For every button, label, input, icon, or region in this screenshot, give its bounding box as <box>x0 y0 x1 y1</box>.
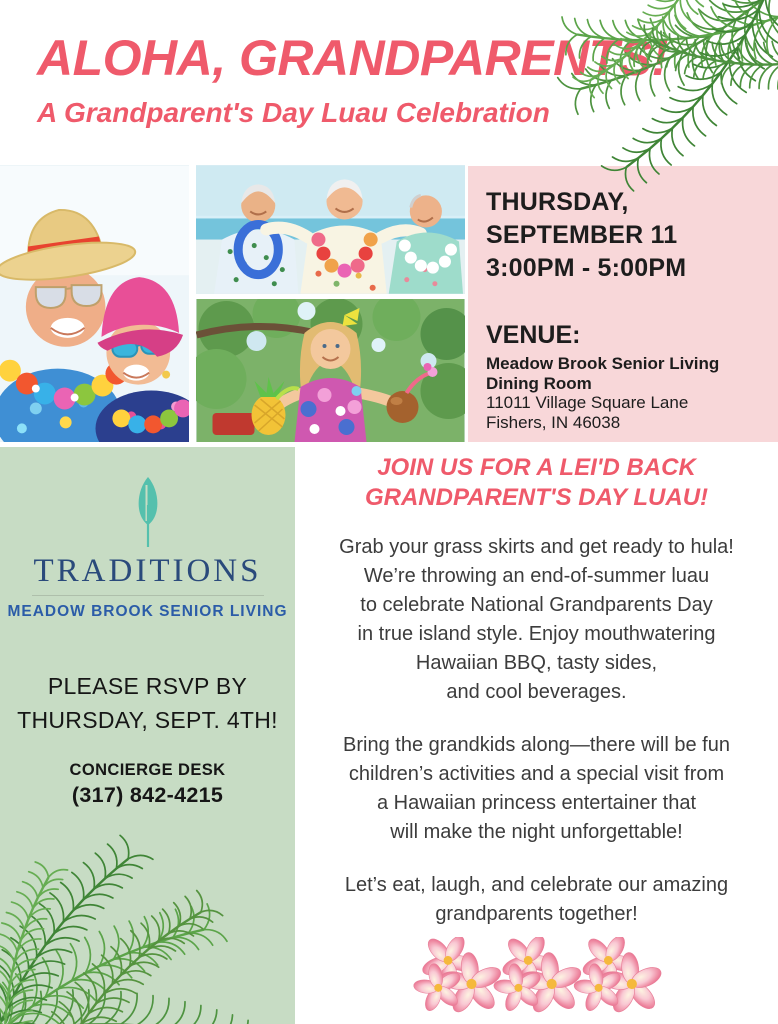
venue-street: 11011 Village Square Lane <box>486 393 689 412</box>
event-details-panel <box>468 166 778 442</box>
body-line: to celebrate National Grandparents Day <box>360 594 713 616</box>
venue-name: Meadow Brook Senior Living <box>486 354 720 373</box>
body-line: Bring the grandkids along—there will be fun <box>343 734 730 756</box>
invite-heading-line: GRANDPARENT'S DAY LUAU! <box>364 484 709 511</box>
plumeria-flowers-icon <box>295 937 778 1024</box>
invite-heading <box>295 453 778 513</box>
body-line: in true island style. Enjoy mouthwatering <box>357 623 716 645</box>
rsvp-line: PLEASE RSVP BY <box>47 673 248 699</box>
contact-label: CONCIERGE DESK <box>69 761 226 779</box>
logo-divider <box>32 595 264 596</box>
event-date-line: THURSDAY, <box>486 188 629 216</box>
page-title: ALOHA, GRANDPARENTS! <box>37 30 668 86</box>
photo-couple <box>0 165 189 442</box>
contact-phone: (317) 842-4215 <box>71 783 224 807</box>
invite-section <box>295 447 778 1024</box>
body-line: Grab your grass skirts and get ready to hula! <box>339 536 734 558</box>
body-line: Hawaiian BBQ, tasty sides, <box>415 652 658 674</box>
flyer-header <box>37 32 668 129</box>
photo-three-men <box>196 165 465 294</box>
invite-paragraph <box>295 731 778 847</box>
rsvp-panel <box>0 447 295 1024</box>
invite-paragraph <box>295 533 778 707</box>
rsvp-contact <box>0 761 295 808</box>
body-line: grandparents together! <box>435 903 638 925</box>
brand-name: TRADITIONS <box>33 553 262 589</box>
body-line: We’re throwing an end-of-summer luau <box>363 565 710 587</box>
palm-fronds-icon <box>0 774 275 1024</box>
photo-couple-illustration <box>0 165 189 442</box>
photo-three-men-illustration <box>196 165 465 294</box>
venue-label: VENUE: <box>486 321 581 349</box>
page-subtitle: A Grandparent's Day Luau Celebration <box>37 96 550 128</box>
invite-paragraph <box>295 871 778 929</box>
body-line: children’s activities and a special visit from <box>348 763 725 785</box>
venue-room: Dining Room <box>486 373 592 393</box>
photo-girl <box>196 299 465 442</box>
photo-girl-illustration <box>196 299 465 442</box>
body-line: a Hawaiian princess entertainer that <box>376 792 697 814</box>
rsvp-line: THURSDAY, SEPT. 4TH! <box>17 707 278 733</box>
body-line: and cool beverages. <box>446 681 627 703</box>
event-time-line: 3:00PM - 5:00PM <box>486 254 687 282</box>
venue-city: Fishers, IN 46038 <box>486 412 621 432</box>
body-line: Let’s eat, laugh, and celebrate our amazing <box>344 874 729 896</box>
body-line: will make the night unforgettable! <box>390 821 683 843</box>
traditions-logo <box>0 447 295 621</box>
invite-heading-line: JOIN US FOR A LEI'D BACK <box>377 454 696 481</box>
rsvp-message <box>0 669 295 737</box>
event-date-line: SEPTEMBER 11 <box>486 221 678 249</box>
teal-leaf-icon <box>128 475 168 549</box>
brand-community: MEADOW BROOK SENIOR LIVING <box>7 603 288 620</box>
